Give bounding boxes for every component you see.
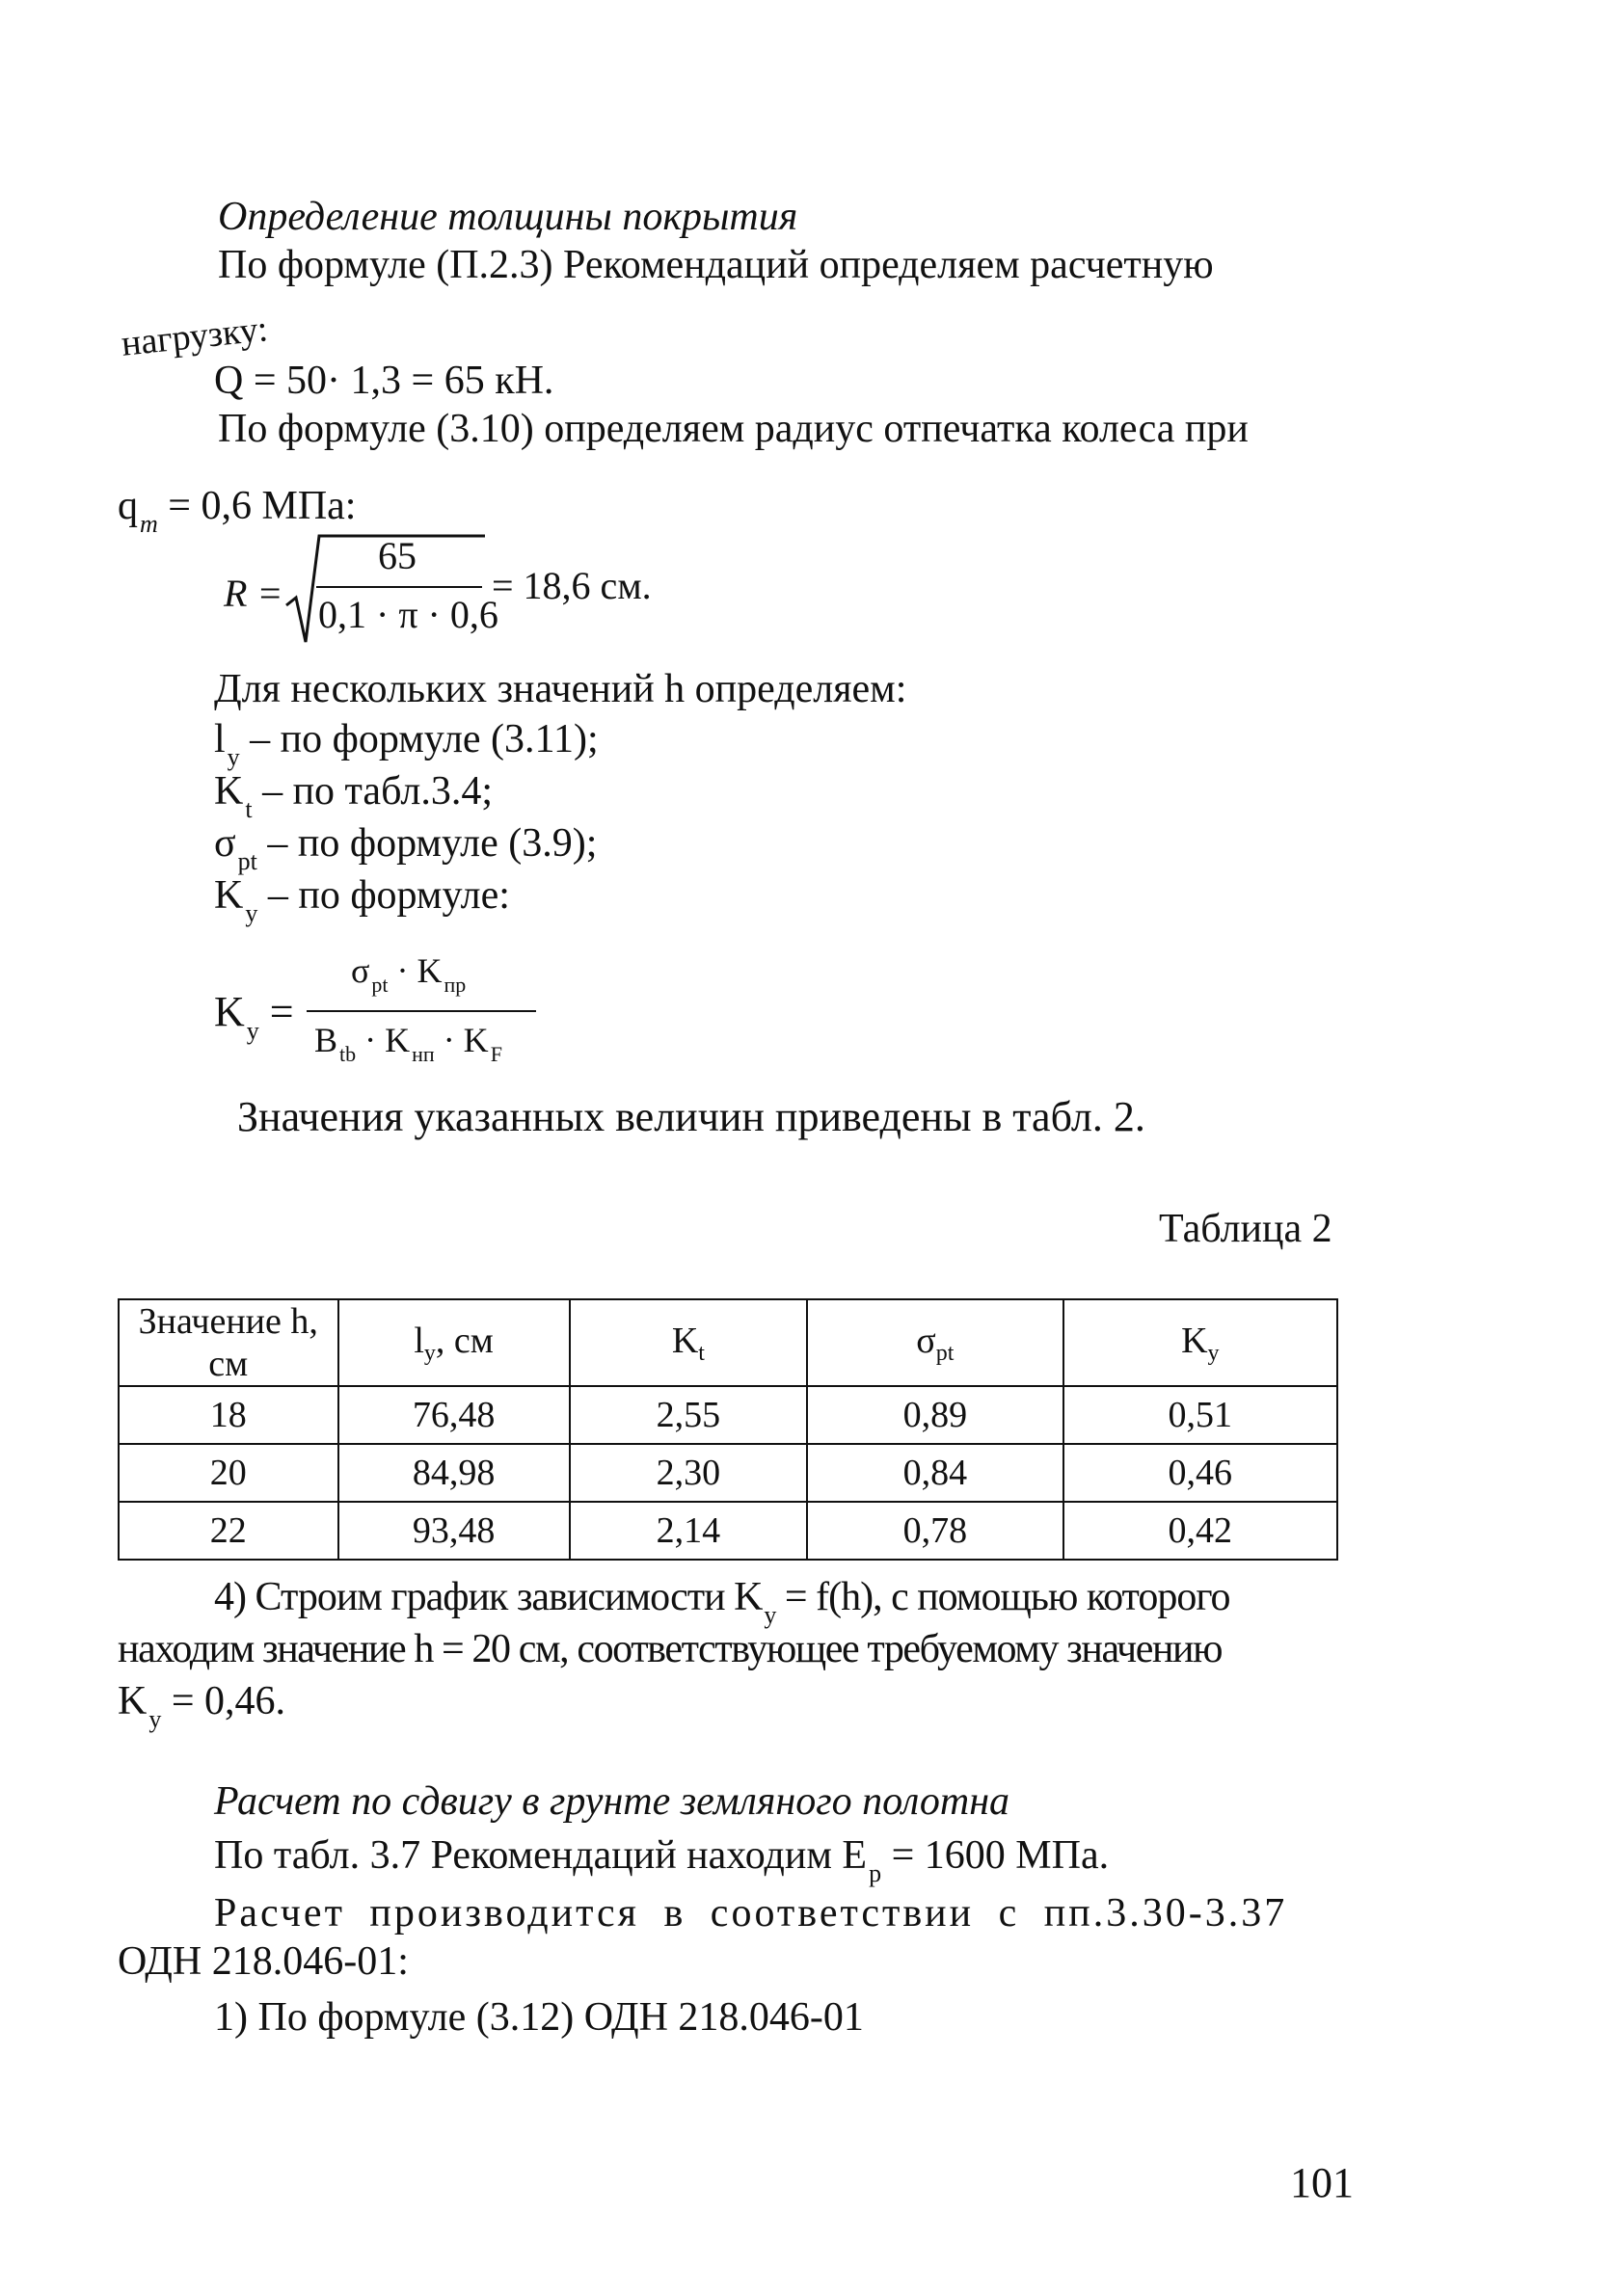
formula-ky-numerator — [351, 950, 467, 997]
q-subscript: m — [140, 510, 158, 538]
k-subscript: нп — [412, 1042, 435, 1066]
table-header-cell — [119, 1299, 338, 1386]
header-subscript: t — [698, 1340, 705, 1366]
k-subscript: F — [490, 1042, 502, 1066]
step4-text: = f(h), с помощью которого — [775, 1575, 1230, 1619]
table-header-cell — [1063, 1299, 1337, 1386]
formula-ky-fraction-line — [307, 1010, 536, 1012]
section2-text: По табл. 3.7 Рекомендаций находим E — [214, 1833, 868, 1878]
section2-line1 — [214, 1831, 1110, 1887]
list-item-text: – по формуле (3.9); — [267, 821, 598, 866]
header-subscript: y — [423, 1340, 436, 1366]
table-row — [119, 1444, 1337, 1502]
header-text: K — [671, 1320, 699, 1361]
table-row — [119, 1502, 1337, 1560]
b-subscript: tb — [339, 1042, 357, 1066]
table-cell: 20 — [119, 1444, 338, 1502]
step4-line2: находим значение h = 20 см, соответствующее требуемому значению — [118, 1627, 1223, 1671]
table-cell: 0,89 — [807, 1386, 1063, 1444]
step4-subscript: y — [148, 1705, 162, 1733]
paragraph-radius-line2 — [118, 482, 357, 538]
table-cell: 0,46 — [1063, 1444, 1337, 1502]
formula-q: Q = 50· 1,3 = 65 кН. — [214, 359, 554, 403]
table-cell: 2,55 — [570, 1386, 807, 1444]
table-cell: 0,42 — [1063, 1502, 1337, 1560]
list-item-symbol: σ — [214, 821, 236, 866]
step4-line3 — [118, 1677, 286, 1733]
table-cell: 22 — [119, 1502, 338, 1560]
header-subscript: pt — [935, 1340, 955, 1366]
formula-radius-fraction-line — [316, 586, 482, 588]
list-item-symbol: K — [214, 769, 244, 814]
paragraph-radius-line1: По формуле (3.10) определяем радиус отпечатка колеса при — [218, 407, 1249, 451]
table-cell: 84,98 — [338, 1444, 570, 1502]
formula-ky-equals: = — [269, 988, 294, 1035]
table-header-row — [119, 1299, 1337, 1386]
list-item-text: – по табл.3.4; — [262, 769, 494, 814]
section2-line2: Расчет производится в соответствии с пп.3.30-3.37 — [214, 1891, 1288, 1936]
formula-radius-result: = 18,6 см. — [492, 564, 652, 607]
table-cell: 2,14 — [570, 1502, 807, 1560]
table-caption: Таблица 2 — [1159, 1207, 1332, 1251]
page-number: 101 — [1290, 2159, 1354, 2206]
sigma-subscript: pt — [371, 973, 389, 997]
section2-text: = 1600 МПа. — [881, 1833, 1110, 1878]
q-symbol: q — [118, 484, 138, 528]
formula-ky-lhs-symbol: K — [214, 988, 245, 1035]
table-header-cell — [570, 1299, 807, 1386]
table-header-cell — [338, 1299, 570, 1386]
table-cell: 0,78 — [807, 1502, 1063, 1560]
table-cell: 0,51 — [1063, 1386, 1337, 1444]
step4-text: 4) Строим график зависимости K — [214, 1575, 763, 1619]
list-item-text: – по формуле (3.11); — [250, 717, 599, 761]
step4-text: = 0,46. — [161, 1679, 286, 1723]
list-item-subscript: pt — [237, 847, 257, 875]
list-item — [214, 819, 598, 875]
k-symbol: · K — [364, 1021, 411, 1059]
section2-subscript: p — [869, 1859, 882, 1887]
table-cell: 2,30 — [570, 1444, 807, 1502]
k-subscript: пр — [444, 973, 467, 997]
step4-line1 — [214, 1573, 1230, 1629]
step4-subscript: y — [764, 1601, 776, 1629]
header-text: l — [414, 1320, 424, 1361]
formula-radius-denominator: 0,1 · π · 0,6 — [318, 593, 498, 636]
section-title-thickness: Определение толщины покрытия — [218, 195, 798, 239]
table-cell: 18 — [119, 1386, 338, 1444]
header-text: K — [1181, 1320, 1208, 1361]
b-symbol: B — [314, 1021, 338, 1059]
table-cell: 93,48 — [338, 1502, 570, 1560]
formula-radius-lhs: R = — [224, 572, 283, 615]
section2-line4: 1) По формуле (3.12) ОДН 218.046-01 — [214, 1995, 864, 2040]
list-item — [214, 871, 510, 927]
header-tail: , см — [435, 1320, 494, 1361]
formula-ky-lhs-subscript: y — [246, 1017, 259, 1045]
formula-ky-lhs — [214, 987, 294, 1045]
header-text: Значение h, см — [138, 1301, 318, 1384]
list-item-symbol: K — [214, 873, 244, 918]
list-item-text: – по формуле: — [267, 873, 510, 918]
list-item — [214, 767, 494, 823]
table-row — [119, 1386, 1337, 1444]
pressure-value: = 0,6 МПа: — [168, 484, 357, 528]
section-title-shear: Расчет по сдвигу в грунте земляного полотна — [214, 1779, 1010, 1824]
header-text: σ — [916, 1320, 936, 1361]
formula-radius-numerator: 65 — [378, 534, 417, 577]
formula-ky-denominator — [314, 1020, 502, 1066]
table-header-cell — [807, 1299, 1063, 1386]
header-subscript: y — [1207, 1340, 1220, 1366]
sigma-symbol: σ — [351, 951, 370, 990]
list-item-subscript: t — [245, 795, 253, 823]
table-cell: 76,48 — [338, 1386, 570, 1444]
list-item — [214, 715, 599, 771]
table-reference: Значения указанных величин приведены в табл. 2. — [237, 1093, 1145, 1140]
list-item-subscript: y — [245, 899, 258, 927]
paragraph-load-line1: По формуле (П.2.3) Рекомендаций определяем расчетную — [218, 243, 1214, 287]
step4-text: K — [118, 1679, 148, 1723]
table-cell: 0,84 — [807, 1444, 1063, 1502]
list-item-subscript: y — [227, 743, 240, 771]
paragraph-load-line2: нагрузку: — [119, 308, 270, 364]
section2-line3: ОДН 218.046-01: — [118, 1939, 409, 1984]
k-symbol: · K — [396, 951, 443, 990]
k-symbol: · K — [443, 1021, 489, 1059]
data-table — [118, 1298, 1338, 1561]
list-item-symbol: l — [214, 717, 226, 761]
list-intro: Для нескольких значений h определяем: — [214, 667, 907, 711]
